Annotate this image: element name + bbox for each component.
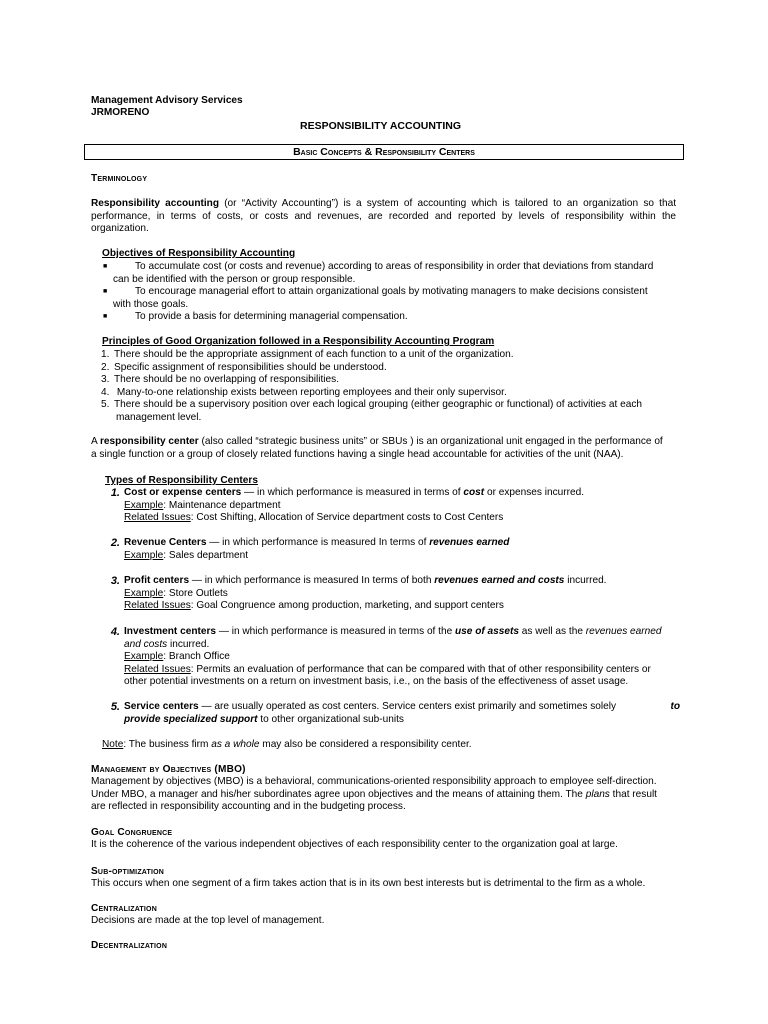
objective-text-cont: can be identified with the person or group responsible. [113, 273, 356, 285]
example-text: : Maintenance department [163, 499, 281, 511]
subopt-heading: Sub-optimization [91, 866, 165, 877]
type-desc-end: incurred. [564, 575, 607, 586]
type-emphasis: revenues earned [429, 537, 510, 548]
decentral-heading: Decentralization [91, 940, 168, 951]
mbo-emphasis: plans [585, 788, 610, 800]
issues-text: : Cost Shifting, Allocation of Service department costs to Cost Centers [190, 512, 504, 523]
type-number: 1. [110, 487, 120, 499]
principles-list [101, 349, 681, 424]
type-desc: — in which performance is measured In terms of both [189, 575, 435, 586]
type-emphasis: cost [463, 487, 485, 498]
type-desc-end: incurred. [167, 638, 210, 650]
terminology-text-3: organization. [91, 223, 149, 234]
subopt-text: This occurs when one segment of a firm takes action that is in its own best interests but is detrimental to the firm as a whole. [91, 878, 646, 889]
example-text: : Store Outlets [163, 587, 228, 599]
principle-number: 2. [101, 361, 110, 373]
principle-item [101, 362, 681, 375]
principle-text: There should be no overlapping of responsibilities. [114, 374, 340, 385]
type-desc: — in which performance is measured in terms of the [216, 626, 455, 637]
objective-item [103, 261, 678, 286]
example-label: Example [124, 499, 164, 511]
type-name: Service centers [124, 701, 199, 712]
author: JRMORENO [91, 107, 150, 118]
type-name: Investment centers [124, 626, 217, 637]
mbo-text-2: Under MBO, a manager and his/her subordinates agree upon objectives and the means of attaining them. The [91, 788, 586, 800]
type-name: Revenue Centers [124, 537, 207, 548]
principle-item [101, 399, 681, 412]
type-desc-end: or expenses incurred. [484, 487, 585, 498]
type-investment-centers [110, 626, 684, 689]
section-banner: Basic Concepts & Responsibility Centers [84, 144, 684, 160]
type-name: Cost or expense centers [124, 487, 242, 498]
term-responsibility-accounting: Responsibility accounting [91, 198, 219, 209]
type-emphasis-2: revenues earned [585, 626, 662, 637]
org-name: Management Advisory Services [91, 95, 243, 106]
issues-text: : Permits an evaluation of performance that can be compared with that of other responsibility centers or [190, 663, 651, 675]
principle-text-cont: management level. [116, 411, 202, 423]
issues-text: : Goal Congruence among production, marketing, and support centers [190, 600, 504, 611]
note-emphasis: as a whole [211, 739, 260, 750]
principle-number: 4. [101, 386, 110, 398]
objective-text-cont: with those goals. [113, 298, 189, 310]
principle-text: Specific assignment of responsibilities should be understood. [114, 361, 387, 373]
objective-text: To encourage managerial effort to attain organizational goals by motivating managers to make decisions consistent [135, 286, 648, 297]
principle-text: There should be a supervisory position over each logical grouping (either geographic or functional) of activities at each [114, 399, 642, 410]
objectives-heading: Objectives of Responsibility Accounting [102, 248, 296, 259]
principle-item [101, 349, 681, 362]
principle-text: Many-to-one relationship exists between reporting employees and their only supervisor. [116, 386, 507, 398]
mbo-text-3: are reflected in responsibility accounting and in the budgeting process. [91, 801, 406, 812]
example-text: : Sales department [163, 549, 249, 561]
principle-number: 5. [101, 399, 110, 410]
mbo-paragraph [91, 776, 681, 814]
terminology-text-2: performance, in terms of costs, or costs and revenues, are recorded and reported by levels of responsibility within the [91, 210, 676, 222]
type-emphasis-2: provide specialized support [124, 713, 258, 725]
principle-text: There should be the appropriate assignment of each function to a unit of the organization. [114, 349, 514, 360]
bullet-icon: ■ [103, 313, 108, 320]
central-text: Decisions are made at the top level of management. [91, 915, 325, 926]
principle-item [101, 387, 681, 400]
principles-heading: Principles of Good Organization followed in a Responsibility Accounting Program [102, 336, 495, 347]
objective-item [103, 286, 678, 311]
types-heading: Types of Responsibility Centers [105, 475, 258, 486]
bullet-icon: ■ [103, 263, 108, 270]
note-text-end: may also be considered a responsibility center. [259, 739, 472, 750]
type-profit-centers [110, 575, 684, 613]
rc-text-2: a single function or a group of closely related functions having a single head accountable for activities of the unit (NAA). [91, 448, 624, 460]
objectives-list [103, 261, 678, 324]
example-text: : Branch Office [163, 651, 230, 662]
type-desc: — in which performance is measured In terms of [206, 537, 430, 548]
mbo-text-1: Management by objectives (MBO) is a behavioral, communications-oriented responsibility approach to employee self-direction. [91, 776, 657, 787]
type-revenue-centers [110, 537, 684, 562]
issues-label: Related Issues [124, 512, 191, 523]
mbo-text-2-end: that result [609, 788, 657, 800]
rc-article: A [91, 436, 98, 447]
note [102, 739, 472, 752]
example-label: Example [124, 587, 164, 599]
type-desc: — in which performance is measured in terms of [241, 487, 464, 498]
principle-number: 3. [101, 374, 110, 385]
issues-text-cont: other potential investments on a return on investment basis, i.e., on the basis of the effectiveness of asset usage. [124, 676, 629, 687]
issues-label: Related Issues [124, 663, 191, 675]
type-name: Profit centers [124, 575, 190, 586]
rc-text-1: (also called “strategic business units” or SBUs ) is an organizational unit engaged in the performance of [201, 436, 663, 447]
terminology-text-1: (or “Activity Accounting”) is a system of accounting which is tailored to an organization so that [224, 198, 676, 209]
document-title: RESPONSIBILITY ACCOUNTING [300, 120, 462, 132]
type-desc-end: to other organizational sub-units [257, 713, 404, 725]
central-heading: Centralization [91, 903, 157, 914]
note-label: Note [102, 739, 124, 750]
example-label: Example [124, 651, 164, 662]
terminology-heading: Terminology [91, 173, 148, 184]
rc-paragraph [91, 436, 677, 461]
principle-number: 1. [101, 349, 110, 360]
goal-text: It is the coherence of the various independent objectives of each responsibility center to the organization goal at large. [91, 839, 618, 850]
type-service-centers [110, 701, 680, 726]
type-emphasis-3: and costs [124, 638, 168, 650]
type-emphasis: revenues earned and costs [434, 575, 565, 586]
type-number: 5. [110, 701, 120, 713]
issues-label: Related Issues [124, 600, 191, 611]
type-cost-centers [110, 487, 684, 525]
bullet-icon: ■ [103, 288, 108, 295]
objective-item [103, 311, 678, 324]
note-text: : The business firm [123, 739, 212, 750]
type-desc-mid: as well as the [518, 626, 586, 637]
term-responsibility-center: responsibility center [100, 436, 199, 447]
example-label: Example [124, 549, 164, 561]
objective-text: To accumulate cost (or costs and revenue) according to areas of responsibility in order that deviations from standard [135, 261, 654, 272]
type-number: 2. [110, 537, 120, 549]
terminology-paragraph [91, 198, 676, 236]
goal-heading: Goal Congruence [91, 827, 173, 838]
objective-text: To provide a basis for determining managerial compensation. [135, 311, 408, 322]
mbo-heading: Management by Objectives (MBO) [91, 764, 246, 775]
principle-item [101, 374, 681, 387]
type-emphasis: use of assets [455, 626, 519, 637]
type-desc: — are usually operated as cost centers. Service centers exist primarily and sometimes solely [198, 701, 617, 712]
type-emphasis: to [670, 701, 680, 712]
type-number: 3. [110, 575, 120, 587]
type-number: 4. [110, 626, 120, 638]
